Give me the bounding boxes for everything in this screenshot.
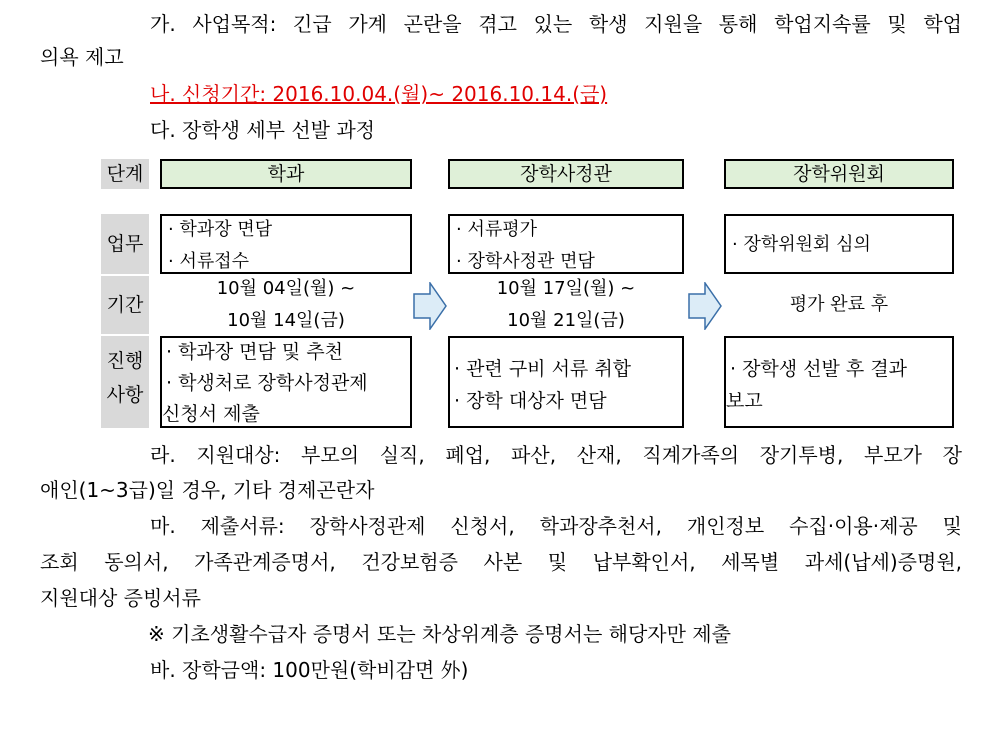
progress-item: 보고 [726,390,763,412]
task-item: · 장학위원회 심의 [732,234,871,255]
documents-note: ※ 기초생활수급자 증명서 또는 차상위계층 증명서는 해당자만 제출 [148,622,731,646]
documents-line-3: 지원대상 증빙서류 [40,586,201,610]
documents-line-1: 마. 제출서류: 장학사정관제 신청서, 학과장추천서, 개인정보 수집·이용·제공 및 [150,514,962,538]
period-department-end: 10월 14일(금) [227,310,345,331]
task-item: · 학과장 면담 [168,219,273,240]
arrow-right-icon [413,282,447,330]
scholarship-amount: 바. 장학금액: 100만원(학비감면 外) [150,658,469,682]
task-box-department [160,214,412,274]
eligibility-line-1: 라. 지원대상: 부모의 실직, 폐업, 파산, 산재, 직계가족의 장기투병, 부모가 장 [150,443,962,467]
application-period: 나. 신청기간: 2016.10.04.(월)~ 2016.10.14.(금) [150,82,608,106]
purpose-line-2: 의욕 제고 [40,45,124,69]
period-officer-end: 10월 21일(금) [507,310,625,331]
task-box-scholarship-committee [724,214,954,274]
label-progress [101,336,149,428]
task-item: · 서류접수 [168,251,249,272]
purpose-line-1: 가. 사업목적: 긴급 가계 곤란을 겪고 있는 학생 지원을 통해 학업지속률 및 학업 [150,12,962,36]
progress-item: · 관련 구비 서류 취합 [454,358,632,380]
label-stage: 단계 [101,159,149,189]
label-progress-line-1: 진행 [106,350,144,372]
documents-line-2: 조회 동의서, 가족관계증명서, 건강보험증 사본 및 납부확인서, 세목별 과세(납세)증명원, [40,550,962,574]
header-admissions-officer: 장학사정관 [448,159,684,189]
header-scholarship-committee: 장학위원회 [724,159,954,189]
task-box-admissions-officer [448,214,684,274]
arrow-right-icon [688,282,722,330]
progress-item: · 장학 대상자 면담 [454,390,607,412]
header-department: 학과 [160,159,412,189]
period-officer-start: 10월 17일(월) ~ [496,278,636,299]
label-period: 기간 [101,276,149,334]
eligibility-line-2: 애인(1~3급)일 경우, 기타 경제곤란자 [40,478,375,502]
progress-item: · 학생처로 장학사정관제 [166,372,368,394]
selection-process-title: 다. 장학생 세부 선발 과정 [150,118,375,142]
progress-box-admissions-officer [448,336,684,428]
period-department-start: 10월 04일(월) ~ [216,278,356,299]
task-item: · 장학사정관 면담 [456,251,595,272]
progress-box-department [160,336,412,428]
period-committee: 평가 완료 후 [789,294,889,315]
progress-item: · 학과장 면담 및 추천 [166,341,344,363]
progress-box-scholarship-committee [724,336,954,428]
progress-item: · 장학생 선발 후 결과 [730,358,908,380]
task-item: · 서류평가 [456,219,537,240]
label-progress-line-2: 사항 [106,384,144,406]
label-task: 업무 [101,214,149,274]
progress-item: 신청서 제출 [162,403,260,425]
